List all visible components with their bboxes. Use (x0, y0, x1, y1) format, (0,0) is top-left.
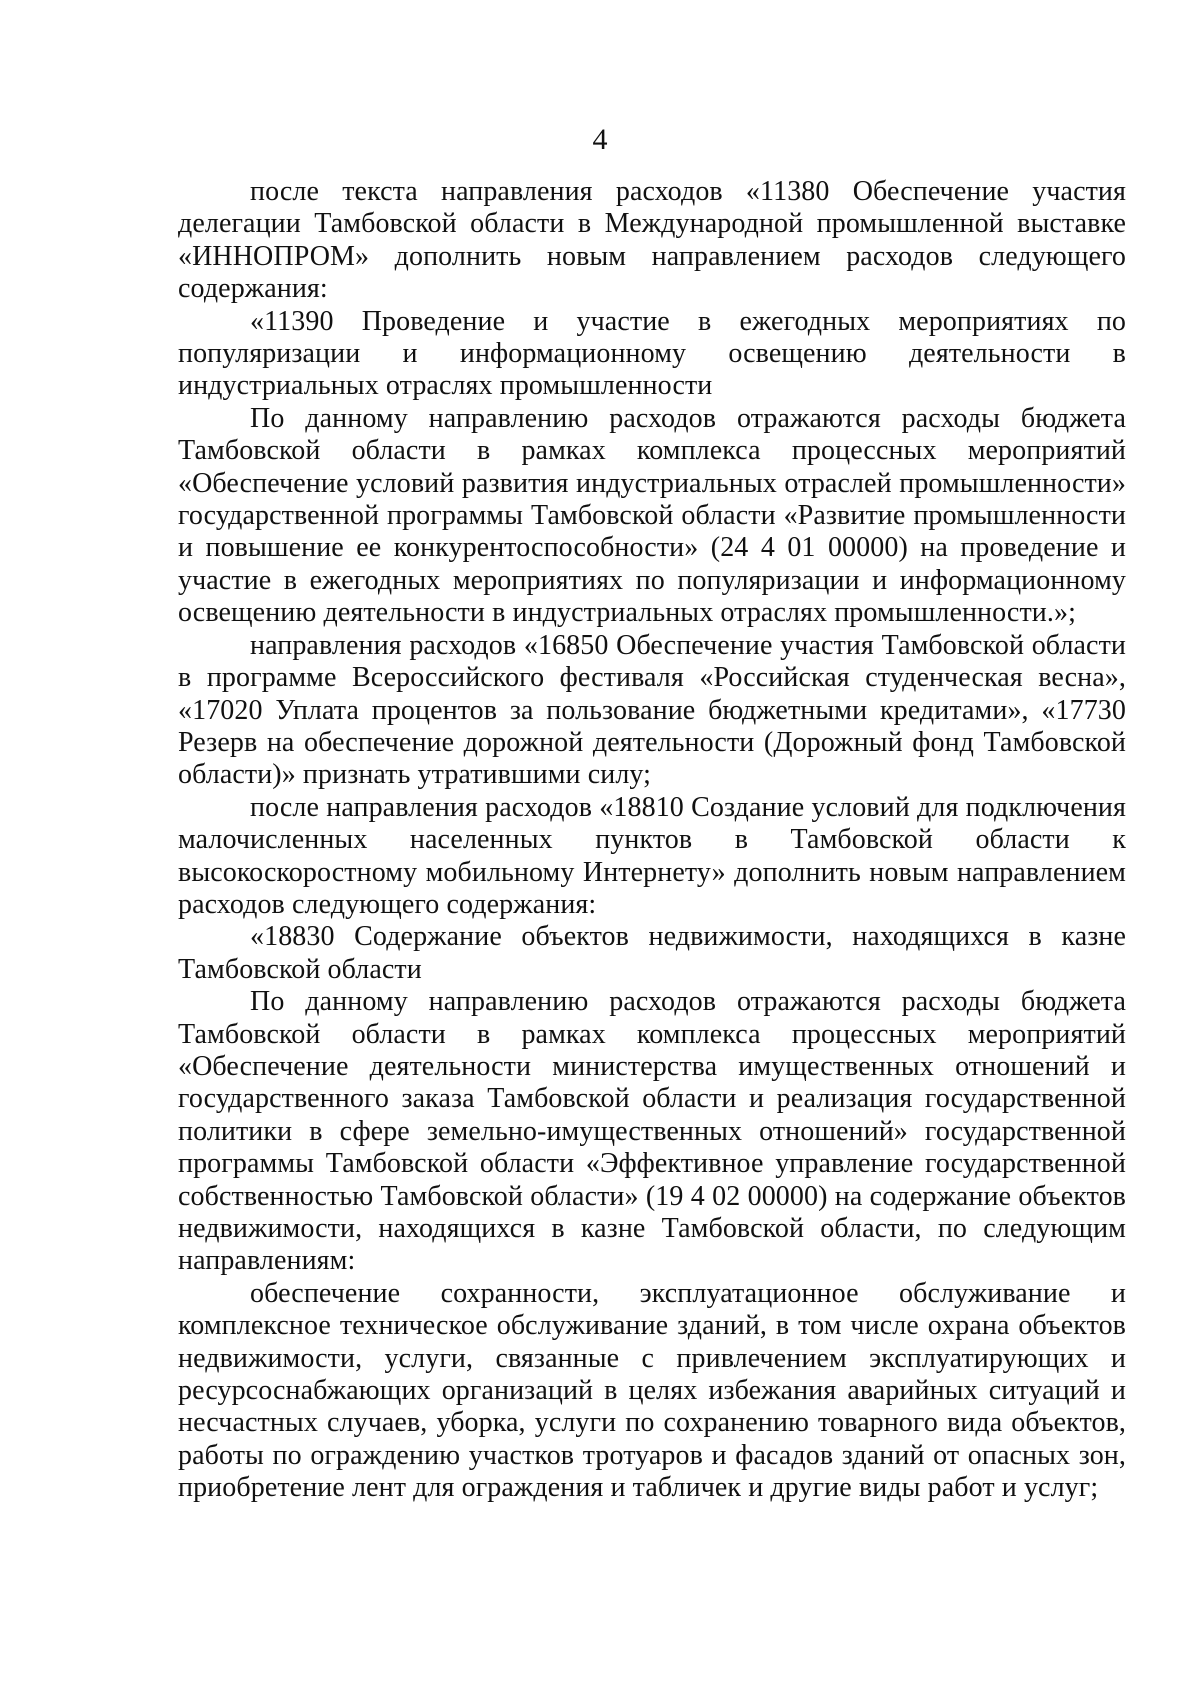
document-body (178, 176, 1126, 1505)
page-number: 4 (592, 123, 608, 156)
paragraph-2: «11390 Проведение и участие в ежегодных мероприятиях по популяризации и информационному освещению деятельности в индустриальных отраслях промышленности (178, 305, 1126, 402)
paragraph-1: после текста направления расходов «11380 Обеспечение участия делегации Тамбовской области в Международной промышленной выставке «ИННОПРОМ» дополнить новым направлением расходов следующего содержания: (178, 176, 1126, 305)
paragraph-7: По данному направлению расходов отражаются расходы бюджета Тамбовской области в рамках комплекса процессных мероприятий «Обеспечение деятельности министерства имущественных отношений и государственного заказа Тамбовской области и реализация государственной политики в сфере земельно-имущественных отношений» государственной программы Тамбовской области «Эффективное управление государственной собственностью Тамбовской области» (19 4 02 00000) на содержание объектов недвижимости, находящихся в казне Тамбовской области, по следующим направлениям: (178, 986, 1126, 1277)
paragraph-5: после направления расходов «18810 Создание условий для подключения малочисленных населенных пунктов в Тамбовской области к высокоскоростному мобильному Интернету» дополнить новым направлением расходов следующего содержания: (178, 791, 1126, 920)
paragraph-3: По данному направлению расходов отражаются расходы бюджета Тамбовской области в рамках комплекса процессных мероприятий «Обеспечение условий развития индустриальных отраслей промышленности» государственной программы Тамбовской области «Развитие промышленности и повышение ее конкурентоспособности» (24 4 01 00000) на проведение и участие в ежегодных мероприятиях по популяризации и информационному освещению деятельности в индустриальных отраслях промышленности.»; (178, 402, 1126, 629)
paragraph-6: «18830 Содержание объектов недвижимости, находящихся в казне Тамбовской области (178, 921, 1126, 985)
paragraph-4: направления расходов «16850 Обеспечение участия Тамбовской области в программе Всероссийского фестиваля «Российская студенческая весна», «17020 Уплата процентов за пользование бюджетными кредитами», «17730 Резерв на обеспечение дорожной деятельности (Дорожный фонд Тамбовской области)» признать утратившими силу; (178, 629, 1126, 791)
paragraph-8: обеспечение сохранности, эксплуатационное обслуживание и комплексное техническое обслуживание зданий, в том числе охрана объектов недвижимости, услуги, связанные с привлечением эксплуатирующих и ресурсоснабжающих организаций в целях избежания аварийных ситуаций и несчастных случаев, уборка, услуги по сохранению товарного вида объектов, работы по ограждению участков тротуаров и фасадов зданий от опасных зон, приобретение лент для ограждения и табличек и другие виды работ и услуг; (178, 1277, 1126, 1504)
